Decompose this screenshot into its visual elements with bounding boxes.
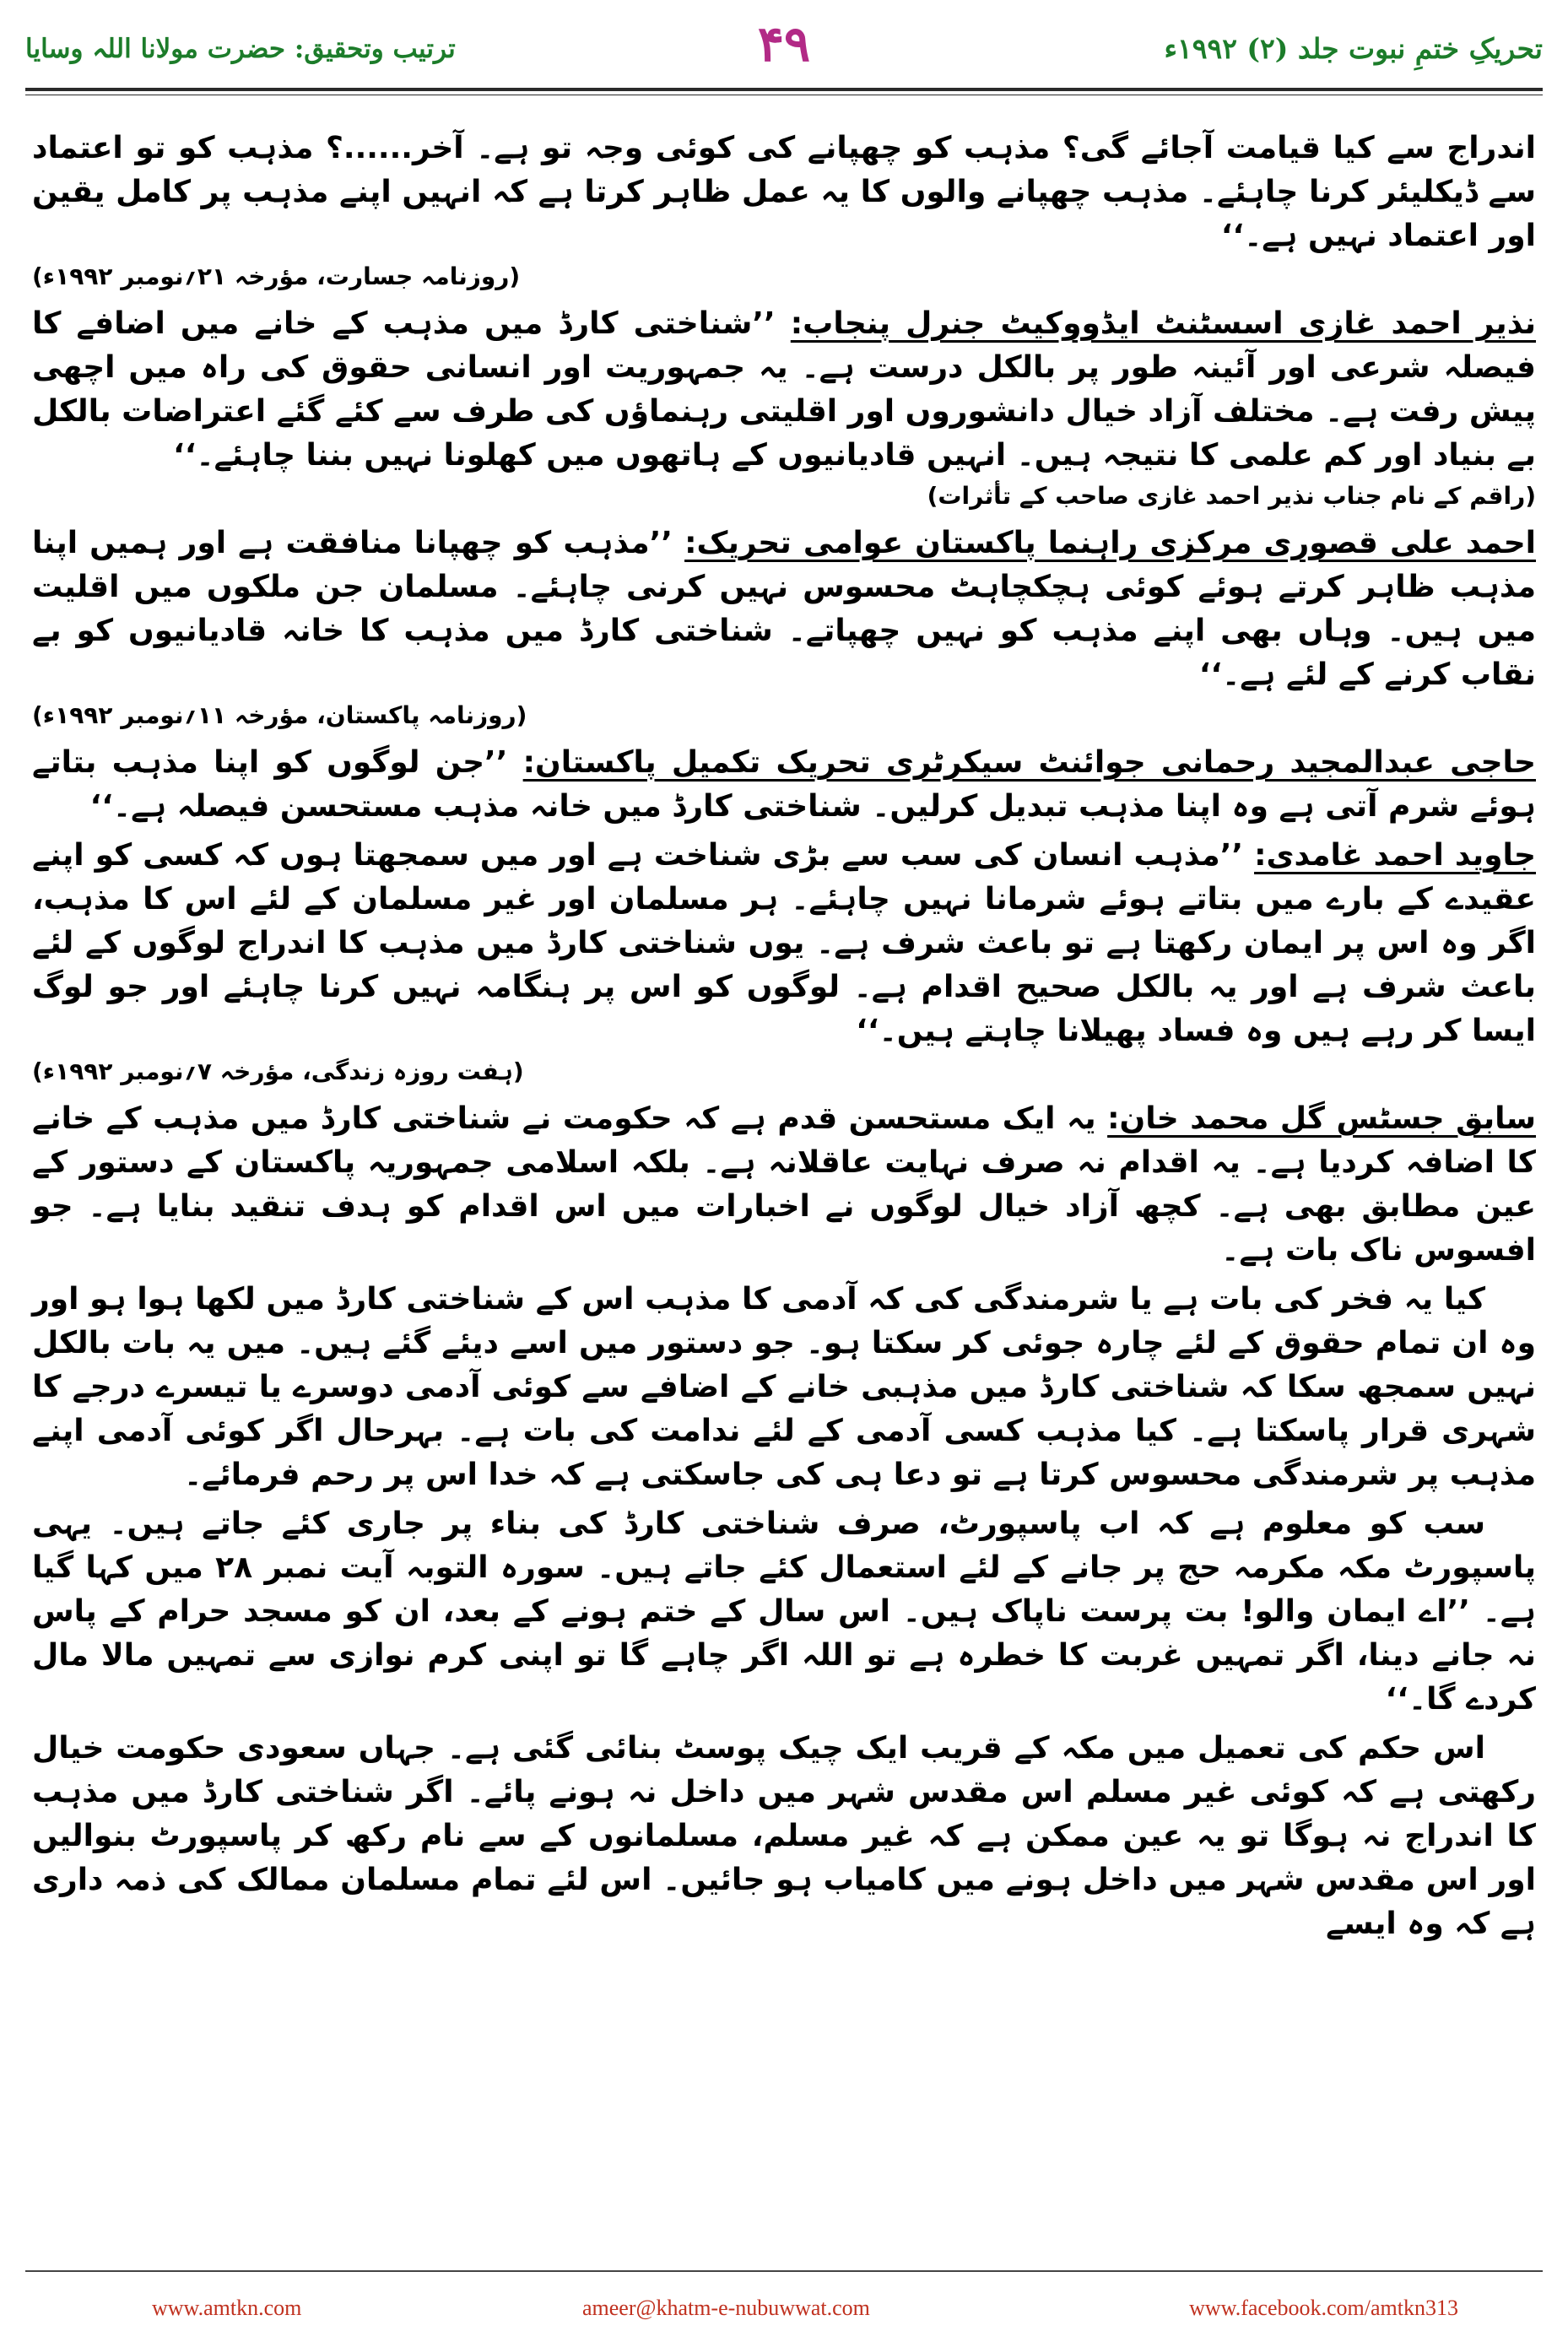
email-link[interactable]: ameer@khatm-e-nubuwwat.com <box>582 2296 870 2320</box>
source-citation: (روزنامہ جسارت، مؤرخہ ۲۱؍نومبر ۱۹۹۲ء) <box>32 262 521 290</box>
book-title: تحریکِ ختمِ نبوت جلد (۲) ۱۹۹۲ء <box>1164 32 1543 65</box>
paragraph-text: ’’مذہب انسان کی سب سے بڑی شناخت ہے اور میں سمجھتا ہوں کہ کسی کو اپنے عقیدے کے بارے میں بتاتے ہوئے شرمانا نہیں چاہئے۔ ہر مسلمان اور غیر مسلمان کے لئے اس کا مذہب، اگر وہ اس پر ایمان رکھتا ہے تو باعث شرف ہے۔ یوں شناختی کارڈ میں مذہب کا اندراج لوگوں کے لئے باعث شرف ہے اور یہ بالکل صحیح اقدام ہے۔ لوگوں کو اس پر ہنگامہ نہیں کرنا چاہئے اور جو لوگ ایسا کر رہے ہیں وہ فساد پھیلانا چاہتے ہیں۔‘‘ <box>32 838 1536 1048</box>
paragraph <box>32 834 1536 1053</box>
source-citation: (ہفت روزہ زندگی، مؤرخہ ۷؍نومبر ۱۹۹۲ء) <box>32 1057 524 1085</box>
compiler-credit: ترتیب وتحقیق: حضرت مولانا اللہ وسایا <box>25 34 456 64</box>
facebook-link[interactable]: www.facebook.com/amtkn313 <box>1189 2296 1458 2320</box>
source-citation: (راقم کے نام جناب نذیر احمد غازی صاحب کے تأثرات) <box>927 482 1536 510</box>
paragraph-text: ’’جن لوگوں کو اپنا مذہب بتاتے ہوئے شرم آتی ہے وہ اپنا مذہب تبدیل کرلیں۔ شناختی کارڈ میں خانہ مذہب مستحسن فیصلہ ہے۔‘‘ <box>32 745 1536 824</box>
paragraph <box>32 1097 1536 1273</box>
header-rule <box>25 88 1543 91</box>
paragraph: کیا یہ فخر کی بات ہے یا شرمندگی کی کہ آدمی کا مذہب اس کے شناختی کارڈ میں لکھا ہوا ہو اور وہ ان تمام حقوق کے لئے چارہ جوئی کر سکتا ہو۔ جو دستور میں اسے دیئے گئے ہیں۔ میں یہ بات بالکل نہیں سمجھ سکا کہ شناختی کارڈ میں مذہبی خانے کے اضافے سے کوئی آدمی دوسرے یا تیسرے درجے کا شہری قرار پاسکتا ہے۔ کیا مذہب کسی آدمی کے لئے ندامت کی بات ہے۔ بہرحال اگر کوئی آدمی اپنے مذہب پر شرمندگی محسوس کرتا ہے تو دعا ہی کی جاسکتی ہے کہ خدا اس پر رحم فرمائے۔ <box>32 1282 1536 1492</box>
paragraph <box>32 522 1536 697</box>
footer-rule <box>25 2270 1543 2272</box>
speaker-name: احمد علی قصوری مرکزی راہنما پاکستان عوامی تحریک: <box>684 526 1536 560</box>
page-number: ۴۹ <box>757 15 811 73</box>
paragraph: اس حکم کی تعمیل میں مکہ کے قریب ایک چیک پوسٹ بنائی گئی ہے۔ جہاں سعودی حکومت خیال رکھتی ہے کہ کوئی غیر مسلم اس مقدس شہر میں داخل نہ ہونے پائے۔ اگر شناختی کارڈ میں مذہب کا اندراج نہ ہوگا تو یہ عین ممکن ہے کہ غیر مسلم، مسلمانوں کے سے نام رکھ کر پاسپورٹ بنوالیں اور اس مقدس شہر میں داخل ہونے میں کامیاب ہو جائیں۔ اس لئے تمام مسلمان ممالک کی ذمہ داری ہے کہ وہ ایسے <box>32 1731 1536 1941</box>
paragraph-text: ’’شناختی کارڈ میں مذہب کے خانے میں اضافے کا فیصلہ شرعی اور آئینہ طور پر بالکل درست ہے۔ یہ جمہوریت اور انسانی حقوق کی راہ میں اچھی پیش رفت ہے۔ مختلف آزاد خیال دانشوروں اور اقلیتی رہنماؤں کی طرف سے کئے گئے اعتراضات بالکل بے بنیاد اور کم علمی کا نتیجہ ہیں۔ انہیں قادیانیوں کے ہاتھوں میں کھلونا نہیں بننا چاہئے۔‘‘ <box>32 306 1536 473</box>
speaker-name: جاوید احمد غامدی: <box>1254 838 1536 873</box>
paragraph <box>32 302 1536 478</box>
page-footer <box>25 2296 1543 2329</box>
paragraph: سب کو معلوم ہے کہ اب پاسپورٹ، صرف شناختی کارڈ کی بناء پر جاری کئے جاتے ہیں۔ یہی پاسپورٹ مکہ مکرمہ حج پر جانے کے لئے استعمال کئے جاتے ہیں۔ سورہ التوبہ آیت نمبر ۲۸ میں کہا گیا ہے۔ ’’اے ایمان والو! بت پرست ناپاک ہیں۔ اس سال کے ختم ہونے کے بعد، ان کو مسجد حرام کے پاس نہ جانے دینا، اگر تمہیں غربت کا خطرہ ہے تو اللہ اگر چاہے گا تو اپنی کرم نوازی سے تمہیں مالا مال کردے گا۔‘‘ <box>32 1506 1536 1717</box>
paragraph <box>32 127 1536 258</box>
paragraph <box>32 741 1536 829</box>
paragraph-text: یہ ایک مستحسن قدم ہے کہ حکومت نے شناختی کارڈ میں مذہب کے خانے کا اضافہ کردیا ہے۔ یہ اقدام نہ صرف نہایت عاقلانہ ہے۔ بلکہ اسلامی جمہوریہ پاکستان کے دستور کے عین مطابق بھی ہے۔ کچھ آزاد خیال لوگوں نے اخبارات میں اس اقدام کو ہدف تنقید بنایا ہے۔ جو افسوس ناک بات ہے۔ <box>32 1101 1536 1268</box>
paragraph-text: ’’مذہب کو چھپانا منافقت ہے اور ہمیں اپنا مذہب ظاہر کرتے ہوئے کوئی ہچکچاہٹ محسوس نہیں کرنی چاہئے۔ مسلمان جن ملکوں میں اقلیت میں ہیں۔ وہاں بھی اپنے مذہب کو نہیں چھپاتے۔ شناختی کارڈ میں مذہب کا خانہ قادیانیوں کو بے نقاب کرنے کے لئے ہے۔‘‘ <box>32 526 1536 692</box>
speaker-name: سابق جسٹس گل محمد خان: <box>1107 1101 1537 1136</box>
speaker-name: نذیر احمد غازی اسسٹنٹ ایڈووکیٹ جنرل پنجاب: <box>790 306 1537 341</box>
page-header <box>25 15 1543 74</box>
speaker-name: حاجی عبدالمجید رحمانی جوائنٹ سیکرٹری تحریک تکمیل پاکستان: <box>522 745 1536 780</box>
body-text <box>32 127 1536 1951</box>
paragraph-text: اندراج سے کیا قیامت آجائے گی؟ مذہب کو چھپانے کی کوئی وجہ تو ہے۔ آخر......؟ مذہب کو تو اعتماد سے ڈیکلیئر کرنا چاہئے۔ مذہب چھپانے والوں کا یہ عمل ظاہر کرتا ہے کہ انہیں اپنے مذہب پر کامل یقین اور اعتماد نہیں ہے۔‘‘ <box>32 131 1537 253</box>
website-link[interactable]: www.amtkn.com <box>152 2296 302 2320</box>
source-citation: (روزنامہ پاکستان، مؤرخہ ۱۱؍نومبر ۱۹۹۲ء) <box>32 701 527 729</box>
